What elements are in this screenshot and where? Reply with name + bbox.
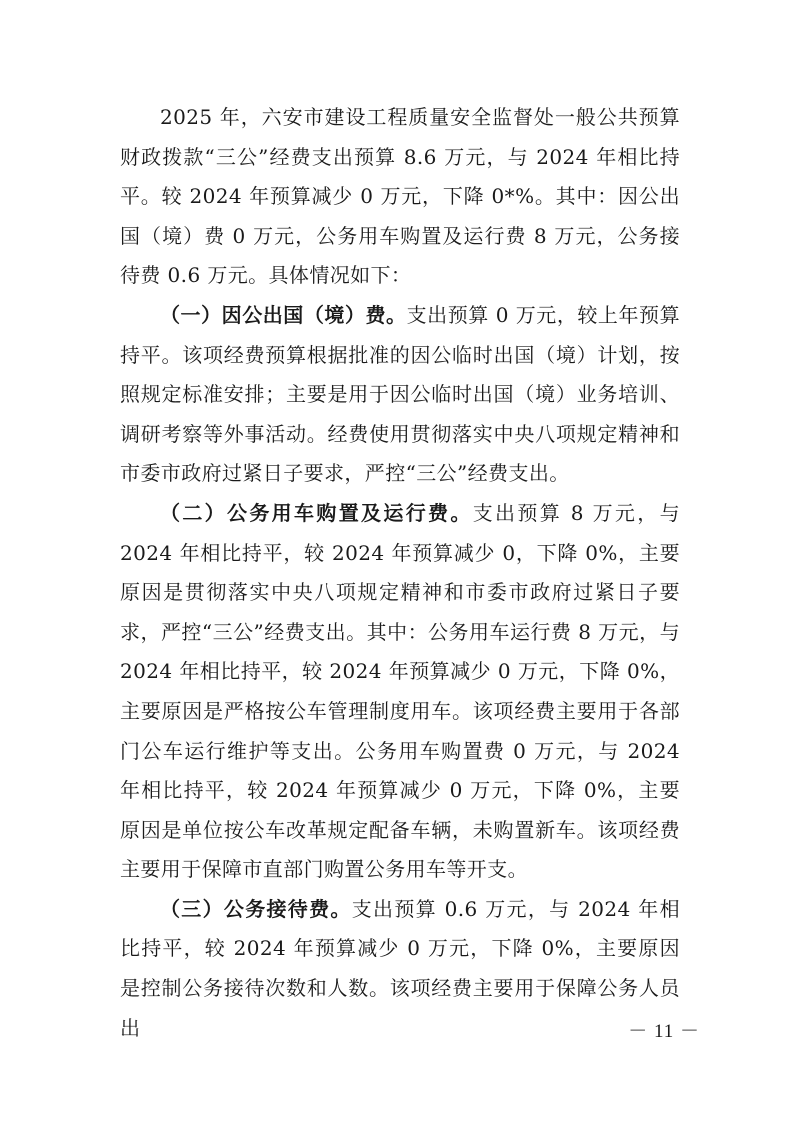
paragraph-intro-text: 2025 年，六安市建设工程质量安全监督处一般公共预算财政拨款“三公”经费支出预算 8.6 万元，与 2024 年相比持平。较 2024 年预算减少 0 万元，下降 0*%。其中：因公出国（境）费 0 万元，公务用车购置及运行费 8 万元，公务接待费 0.6 万元。具体情况如下： [120, 105, 680, 288]
paragraph-section-2 [120, 494, 680, 890]
paragraph-intro [120, 98, 680, 296]
paragraph-section-1 [120, 296, 680, 494]
section-1-heading: （一）因公出国（境）费。 [160, 302, 407, 327]
page-number: － 11 － [628, 1021, 700, 1042]
section-3-text: 支出预算 0.6 万元，与 2024 年相比持平，较 2024 年预算减少 0 万元，下降 0%，主要原因是控制公务接待次数和人数。该项经费主要用于保障公务人员出 [120, 896, 680, 1040]
section-2-text: 支出预算 8 万元，与 2024 年相比持平，较 2024 年预算减少 0，下降 0%，主要原因是贯彻落实中央八项规定精神和市委市政府过紧日子要求，严控“三公”经费支出。其中：公务用车运行费 8 万元，与 2024 年相比持平，较 2024 年预算减少 0 万元，下降 0%，主要原因是严格按公车管理制度用车。该项经费主要用于各部门公车运行维护等支出。公务用车购置费 0 万元，与 2024 年相比持平，较 2024 年预算减少 0 万元，下降 0%，主要原因是单位按公车改革规定配备车辆，未购置新车。该项经费主要用于保障市直部门购置公务用车等开支。 [120, 500, 680, 882]
section-2-heading: （二）公务用车购置及运行费。 [160, 500, 473, 525]
paragraph-section-3 [120, 890, 680, 1048]
section-3-heading: （三）公务接待费。 [160, 896, 352, 921]
document-body [120, 98, 680, 1048]
section-1-text: 支出预算 0 万元，较上年预算持平。该项经费预算根据批准的因公临时出国（境）计划，按照规定标准安排；主要是用于因公临时出国（境）业务培训、调研考察等外事活动。经费使用贯彻落实中央八项规定精神和市委市政府过紧日子要求，严控“三公”经费支出。 [120, 302, 680, 486]
